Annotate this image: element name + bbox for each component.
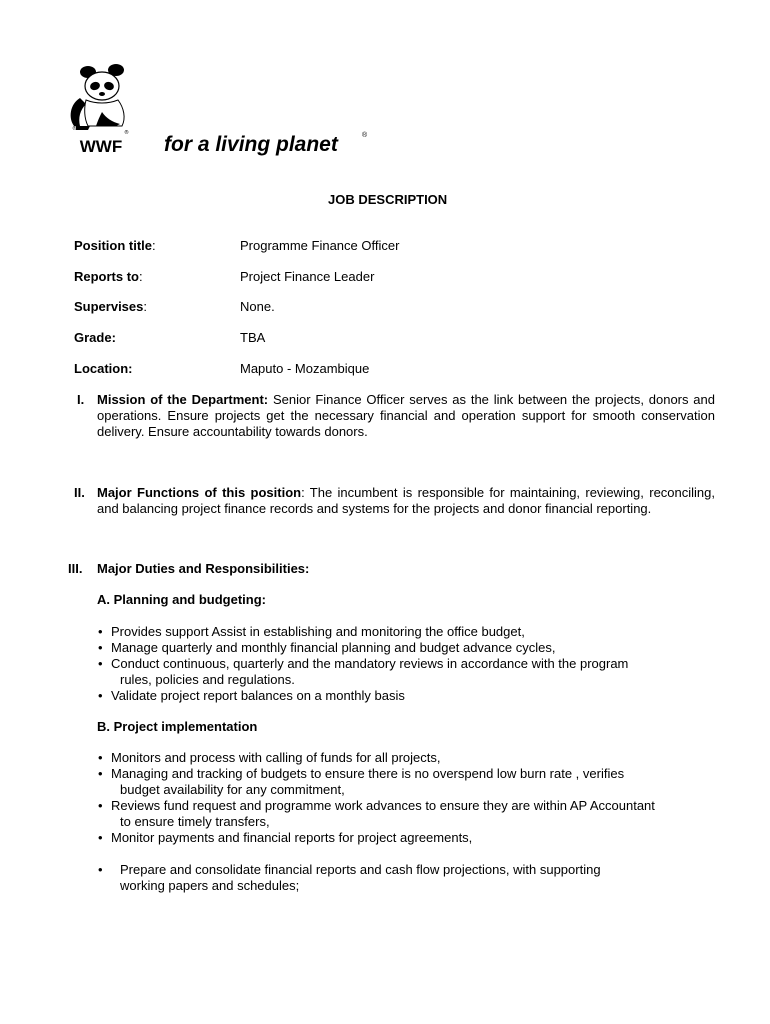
bullet-glyph: • <box>98 798 103 813</box>
section-number: I. <box>77 392 85 407</box>
bullet-glyph: • <box>98 624 103 639</box>
field-value-location: Maputo - Mozambique <box>240 361 370 376</box>
tagline-trademark: ® <box>362 132 368 139</box>
bullet-glyph: • <box>98 862 103 877</box>
bullet-glyph: • <box>98 766 103 781</box>
section-number: II. <box>74 485 85 500</box>
field-value-position-title: Programme Finance Officer <box>240 238 400 253</box>
list-item: Reviews fund request and programme work advances to ensure they are within AP Accountant <box>111 798 655 813</box>
list-item: Conduct continuous, quarterly and the mandatory reviews in accordance with the program <box>111 656 629 671</box>
section-heading: Mission of the Department: <box>97 392 269 407</box>
field-value-reports-to: Project Finance Leader <box>240 269 375 284</box>
document-title: JOB DESCRIPTION <box>328 192 448 207</box>
field-label-supervises: Supervises: <box>74 299 147 314</box>
wwf-panda-logo <box>66 64 136 156</box>
svg-text:®: ® <box>72 126 77 132</box>
field-value-supervises: None. <box>240 299 275 314</box>
field-value-grade: TBA <box>240 330 266 345</box>
bullet-glyph: • <box>98 750 103 765</box>
bullet-glyph: • <box>98 656 103 671</box>
list-item: Validate project report balances on a monthly basis <box>111 688 405 703</box>
list-item: Prepare and consolidate financial reports and cash flow projections, with supporting <box>120 862 601 877</box>
list-item: Managing and tracking of budgets to ensure there is no overspend low burn rate , verifies <box>111 766 625 781</box>
field-label-reports-to: Reports to: <box>74 269 143 284</box>
section-major-functions <box>97 485 715 517</box>
list-item-continuation: working papers and schedules; <box>120 878 300 893</box>
section-mission <box>97 392 715 440</box>
list-item: Monitors and process with calling of funds for all projects, <box>111 750 441 765</box>
field-label-position-title: Position title: <box>74 238 156 253</box>
bullet-glyph: • <box>98 640 103 655</box>
list-item: Monitor payments and financial reports for project agreements, <box>111 830 473 845</box>
list-item-continuation: to ensure timely transfers, <box>120 814 270 829</box>
section-heading: Major Duties and Responsibilities: <box>97 561 310 576</box>
section-text: Senior Finance Officer serves as the link between the projects, donors and operations. Ensure projects get the necessary financial and operation support for smooth conservation delivery. Ensure accountability towards donors. <box>97 392 715 439</box>
svg-text:WWF: WWF <box>79 137 123 156</box>
tagline: for a living planet <box>164 133 338 156</box>
svg-text:®: ® <box>124 130 129 136</box>
section-text: : The incumbent is responsible for maintaining, reviewing, reconciling, and balancing project finance records and systems for the projects and donor financial reporting. <box>97 485 715 516</box>
bullet-glyph: • <box>98 688 103 703</box>
field-label-grade: Grade: <box>74 330 116 345</box>
list-item-continuation: rules, policies and regulations. <box>120 672 295 687</box>
field-label-location: Location: <box>74 361 133 376</box>
bullet-glyph: • <box>98 830 103 845</box>
list-item-continuation: budget availability for any commitment, <box>120 782 345 797</box>
subsection-title-implementation: B. Project implementation <box>97 719 258 734</box>
section-number: III. <box>68 561 83 576</box>
subsection-title-planning: A. Planning and budgeting: <box>97 592 266 607</box>
list-item: Manage quarterly and monthly financial planning and budget advance cycles, <box>111 640 556 655</box>
list-item: Provides support Assist in establishing and monitoring the office budget, <box>111 624 525 639</box>
section-heading: Major Functions of this position <box>97 485 302 500</box>
